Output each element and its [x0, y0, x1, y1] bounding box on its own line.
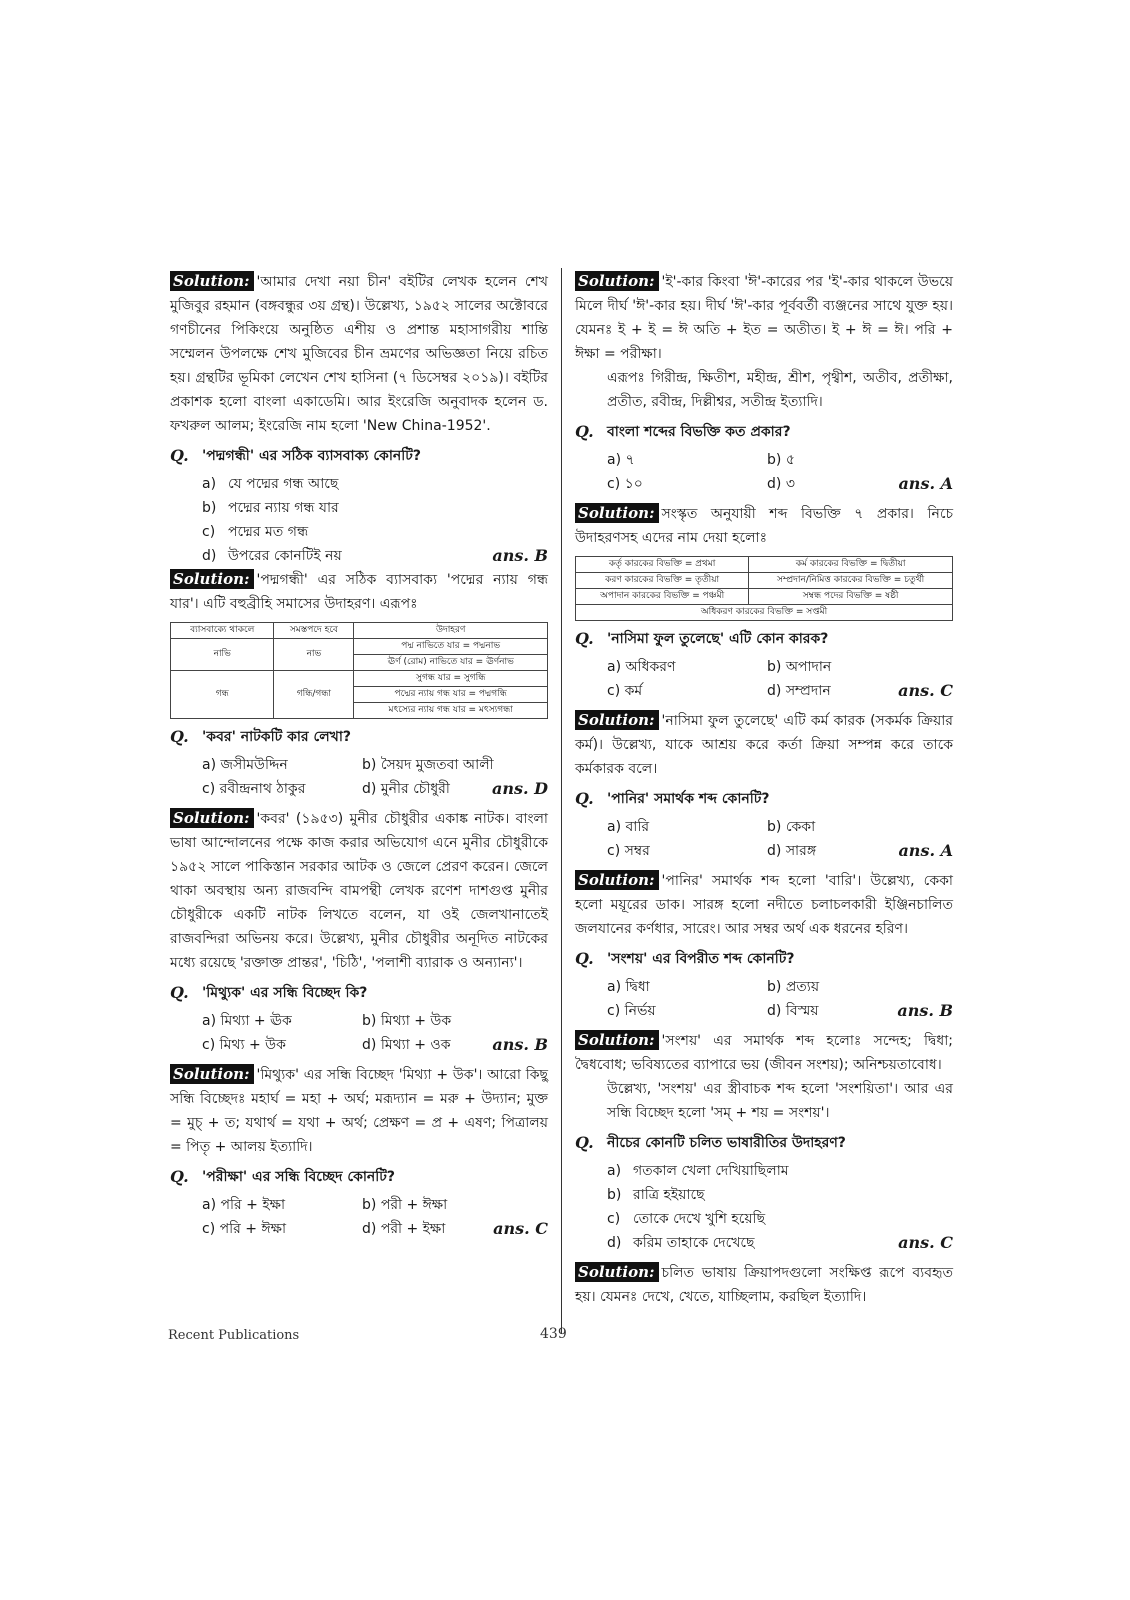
table-cell: অধিকরণ কারকের বিভক্তি = সপ্তমী: [576, 605, 953, 621]
question-text: 'পরীক্ষা' এর সন্ধি বিচ্ছেদ কোনটি?: [202, 1169, 396, 1185]
solution-label: Solution:: [575, 1262, 659, 1282]
solution-text: 'কবর' (১৯৫৩) মুনীর চৌধুরীর একাঙ্ক নাটক। বাংলা ভাষা আন্দোলনের পক্ষে কাজ করার অভিযোগ এনে মুনীর চৌধুরীকে ১৯৫২ সালে পাকিস্তান সরকার আটক ও জেলে প্রেরণ করেন। জেলে থাকা অবস্থায় অন্য রাজবন্দি বামপন্থী লেখক রণেশ দাশগুপ্ত মুনীর চৌধুরীকে একটি নাটক লিখতে বলেন, যা ওই জেলখানাতেই রাজবন্দিরা অভিনয় করে। উল্লেখ্য, মুনীর চৌধুরীর অনূদিত নাটকের মধ্যে রয়েছে 'রক্তাক্ত প্রান্তর', 'চিঠি', 'পলাশী ব্যারাক ও অন্যান্য'।: [170, 811, 548, 971]
solution-text: 'সংশয়' এর সমার্থক শব্দ হলোঃ সন্দেহ; দ্বিধা; দ্বৈধবোধ; ভবিষ্যতের ব্যাপারে ভয় (জীবন সংশয়); অনিশ্চয়তাবোধ।: [575, 1033, 953, 1073]
table-cell: করণ কারকের বিভক্তি = তৃতীয়া: [576, 573, 749, 589]
answer-key: ans. B: [897, 1001, 953, 1020]
solution-text: 'পদ্মগন্ধী' এর সঠিক ব্যাসবাক্য 'পদ্মের ন্যায় গন্ধ যার'। এটি বহুব্রীহি সমাসের উদাহরণ। এরূপঃ: [170, 572, 548, 612]
question-text: 'নাসিমা ফুল তুলেছে' এটি কোন কারক?: [607, 631, 829, 647]
publisher-name: Recent Publications: [168, 1328, 300, 1343]
option-c[interactable]: c) রবীন্দ্রনাথ ঠাকুর: [202, 781, 306, 797]
options-grid: [170, 1009, 548, 1057]
solution-text: 'পানির' সমার্থক শব্দ হলো 'বারি'। উল্লেখ্য, কেকা হলো ময়ূরের ডাক। সারঙ্গ হলো নদীতে চলাচলকারী ইঞ্জিনচালিত জলযানের কর্ণধার, সারেং। আর সম্বর অর্থ এক ধরনের হরিণ।: [575, 873, 953, 937]
solution-text: সংস্কৃত অনুযায়ী শব্দ বিভক্তি ৭ প্রকার। নিচে উদাহরণসহ এদের নাম দেয়া হলোঃ: [575, 506, 953, 546]
solution-text: চলিত ভাষায় ক্রিয়াপদগুলো সংক্ষিপ্ত রূপে ব্যবহৃত হয়। যেমনঃ দেখে, খেতে, যাচ্ছিলাম, করছিল ইত্যাদি।: [575, 1265, 953, 1305]
table-cell: গন্ধ: [171, 671, 274, 719]
bibhakti-table: [575, 556, 953, 621]
answer-key: ans. C: [493, 1219, 548, 1238]
solution-text: 'মিথ্যুক' এর সন্ধি বিচ্ছেদ 'মিথ্যা + উক'। আরো কিছু সন্ধি বিচ্ছেদঃ মহার্ঘ = মহা + অর্ঘ; মরূদ্যান = মরু + উদ্যান; মুক্ত = মুচ্ + ত; যথার্থ = যথা + অর্থ; প্রেক্ষণ = প্র + এষণ; পিত্রালয় = পিতৃ + আলয় ইত্যাদি।: [170, 1067, 548, 1155]
solution-block: [575, 869, 953, 941]
solution-block: [575, 502, 953, 550]
option-b[interactable]: b) প্রত্যয়: [767, 979, 820, 995]
table-cell: গন্ধি/গন্ধা: [274, 671, 354, 719]
solution-block: [170, 1063, 548, 1159]
option-a[interactable]: a) পরি + ইক্ষা: [202, 1197, 286, 1213]
solution-label: Solution:: [170, 271, 254, 291]
table-cell: অপাদান কারকের বিভক্তি = পঞ্চমী: [576, 589, 749, 605]
option-b[interactable]: b) অপাদান: [767, 659, 832, 675]
solution-text: 'ই'-কার কিংবা 'ঈ'-কারের পর 'ই'-কার থাকলে উভয়ে মিলে দীর্ঘ 'ঈ'-কার হয়। দীর্ঘ 'ঈ'-কার পূর্ববর্তী ব্যঞ্জনের সাথে যুক্ত হয়। যেমনঃ ই + ই = ঈ অতি + ইত = অতীত। ই + ঈ = ঈ। পরি + ঈক্ষা = পরীক্ষা।: [575, 274, 953, 362]
solution-label: Solution:: [575, 870, 659, 890]
option-a[interactable]: a) বারি: [607, 819, 650, 835]
solution-block: [170, 270, 548, 438]
question: Q. নীচের কোনটি চলিত ভাষারীতির উদাহরণ?: [575, 1133, 846, 1152]
answer-key: ans. D: [491, 779, 548, 798]
options-grid: [170, 753, 548, 801]
option-d[interactable]: d) মিথ্যা + ওক: [362, 1037, 451, 1053]
table-cell: সম্বন্ধ পদের বিভক্তি = ষষ্ঠী: [749, 589, 953, 605]
option-d[interactable]: d) উপরের কোনটিই নয় ans. B: [202, 544, 548, 568]
option-c[interactable]: c) কর্ম: [607, 683, 643, 699]
solution-text-continued: এরূপঃ গিরীন্দ্র, ক্ষিতীশ, মহীন্দ্র, শ্রীশ, পৃথ্বীশ, অতীব, প্রতীক্ষা, প্রতীত, রবীন্দ্র, দিল্লীশ্বর, সতীন্দ্র ইত্যাদি।: [607, 370, 953, 410]
answer-key: ans. B: [492, 1035, 548, 1054]
answer-key: ans. B: [492, 546, 548, 565]
table-header: ব্যাসবাক্যে থাকলে: [171, 623, 274, 639]
table-header: সমস্তপদে হবে: [274, 623, 354, 639]
option-a[interactable]: a) যে পদ্মের গন্ধ আছে: [202, 476, 339, 492]
option-b[interactable]: b) সৈয়দ মুজতবা আলী: [362, 757, 494, 773]
solution-text: 'নাসিমা ফুল তুলেছে' এটি কর্ম কারক (সকর্মক ক্রিয়ার কর্ম)। উল্লেখ্য, যাকে আশ্রয় করে কর্তা ক্রিয়া সম্পন্ন করে তাকে কর্মকারক বলে।: [575, 713, 953, 777]
samas-table: [170, 622, 548, 719]
column-divider: [561, 268, 562, 1334]
question-text: 'কবর' নাটকটি কার লেখা?: [202, 729, 351, 745]
option-d[interactable]: d) সম্প্রদান: [767, 683, 831, 699]
right-column: [575, 270, 953, 1315]
left-column: [170, 270, 548, 1241]
option-a[interactable]: a) দ্বিধা: [607, 979, 650, 995]
option-c[interactable]: c) পরি + ঈক্ষা: [202, 1221, 287, 1237]
options-grid: [170, 1193, 548, 1241]
table-cell: পদ্মের ন্যায় গন্ধ যার = পদ্মগন্ধি: [354, 687, 548, 703]
answer-key: ans. C: [898, 681, 953, 700]
option-a[interactable]: a) জসীমউদ্দিন: [202, 757, 288, 773]
question-text: নীচের কোনটি চলিত ভাষারীতির উদাহরণ?: [607, 1135, 846, 1151]
option-d[interactable]: d) ৩: [767, 476, 795, 492]
options-grid: [575, 975, 953, 1023]
solution-text-continued: উল্লেখ্য, 'সংশয়' এর স্ত্রীবাচক শব্দ হলো 'সংশয়িতা'। আর এর সন্ধি বিচ্ছেদ হলো 'সম্ + শয় = সংশয়'।: [607, 1081, 953, 1121]
question: Q. 'কবর' নাটকটি কার লেখা?: [170, 727, 351, 746]
solution-label: Solution:: [170, 1064, 254, 1084]
table-cell: নাভ: [274, 639, 354, 671]
question: Q. 'পানির' সমার্থক শব্দ কোনটি?: [575, 789, 770, 808]
option-b[interactable]: b) পরী + ঈক্ষা: [362, 1197, 448, 1213]
answer-key: ans. C: [898, 1233, 953, 1252]
option-a[interactable]: a) মিথ্যা + ঊক: [202, 1013, 292, 1029]
options-grid: [575, 448, 953, 496]
options-grid: [575, 815, 953, 863]
table-cell: পদ্ম নাভিতে যার = পদ্মনাভ: [354, 639, 548, 655]
question: Q. বাংলা শব্দের বিভক্তি কত প্রকার?: [575, 422, 791, 441]
solution-text: 'আমার দেখা নয়া চীন' বইটির লেখক হলেন শেখ মুজিবুর রহমান (বঙ্গবন্ধুর ৩য় গ্রন্থ)। উল্লেখ্য, ১৯৫২ সালের অক্টোবরে গণচীনের পিকিংয়ে অনুষ্ঠিত এশীয় ও প্রশান্ত মহাসাগরীয় শান্তি সম্মেলন উপলক্ষে শেখ মুজিবের চীন ভ্রমণের অভিজ্ঞতা নিয়ে রচিত হয়। গ্রন্থটির ভূমিকা লেখেন শেখ হাসিনা (৭ ডিসেম্বর ২০১৯)। বইটির প্রকাশক হলো বাংলা একাডেমি। আর ইংরেজি অনুবাদক হলেন ড. ফখরুল আলম; ইংরেজি নাম হলো 'New China-1952'.: [170, 274, 548, 434]
table-cell: কর্ম কারকের বিভক্তি = দ্বিতীয়া: [749, 557, 953, 573]
option-b[interactable]: b) ৫: [767, 452, 795, 468]
table-cell: সম্প্রদান/নিমিত্ত কারকের বিভক্তি = চতুর্থী: [749, 573, 953, 589]
answer-key: ans. A: [898, 474, 953, 493]
answer-key: ans. A: [898, 841, 953, 860]
option-d[interactable]: d) পরী + ইক্ষা: [362, 1221, 446, 1237]
question: Q. 'সংশয়' এর বিপরীত শব্দ কোনটি?: [575, 949, 795, 968]
page-number: 439: [540, 1326, 567, 1342]
solution-block: [575, 709, 953, 781]
question: Q. 'নাসিমা ফুল তুলেছে' এটি কোন কারক?: [575, 629, 829, 648]
option-c[interactable]: c) মিথ্য + উক: [202, 1037, 286, 1053]
solution-label: Solution:: [170, 569, 254, 589]
table-cell: কর্তৃ কারকের বিভক্তি = প্রথমা: [576, 557, 749, 573]
solution-block: [575, 270, 953, 414]
option-a[interactable]: a) গতকাল খেলা দেখিয়াছিলাম: [607, 1163, 789, 1179]
question-text: 'পানির' সমার্থক শব্দ কোনটি?: [607, 791, 770, 807]
option-b[interactable]: b) রাত্রি হইয়াছে: [607, 1187, 705, 1203]
options-grid: [575, 655, 953, 703]
option-b[interactable]: b) কেকা: [767, 819, 816, 835]
question-text: বাংলা শব্দের বিভক্তি কত প্রকার?: [607, 424, 791, 440]
solution-block: [170, 568, 548, 616]
option-a[interactable]: a) অধিকরণ: [607, 659, 676, 675]
option-a[interactable]: a) ৭: [607, 452, 635, 468]
option-d[interactable]: d) করিম তাহাকে দেখেছে ans. C: [607, 1231, 953, 1255]
options-list: [170, 472, 548, 568]
question-text: 'সংশয়' এর বিপরীত শব্দ কোনটি?: [607, 951, 795, 967]
table-header: উদাহরণ: [354, 623, 548, 639]
question: Q. 'পদ্মগন্ধী' এর সঠিক ব্যাসবাক্য কোনটি?: [170, 446, 421, 465]
solution-block: [575, 1261, 953, 1309]
option-d[interactable]: d) বিস্ময়: [767, 1003, 819, 1019]
option-d[interactable]: d) সারঙ্গ: [767, 843, 817, 859]
option-b[interactable]: b) পদ্মের ন্যায় গন্ধ যার: [202, 500, 339, 516]
option-d[interactable]: d) মুনীর চৌধুরী: [362, 781, 450, 797]
option-b[interactable]: b) মিথ্যা + উক: [362, 1013, 452, 1029]
option-c[interactable]: c) ১০: [607, 476, 643, 492]
solution-label: Solution:: [575, 503, 659, 523]
option-c[interactable]: c) সম্বর: [607, 843, 650, 859]
solution-label: Solution:: [170, 808, 254, 828]
option-c[interactable]: c) তোকে দেখে খুশি হয়েছি: [607, 1211, 766, 1227]
option-c[interactable]: c) পদ্মের মত গন্ধ: [202, 524, 309, 540]
solution-label: Solution:: [575, 1030, 659, 1050]
table-cell: ঊর্ণ (রোম) নাভিতে যার = ঊর্ণনাভ: [354, 655, 548, 671]
table-cell: নাভি: [171, 639, 274, 671]
solution-label: Solution:: [575, 271, 659, 291]
solution-block: [170, 807, 548, 975]
table-cell: মৎস্যের ন্যায় গন্ধ যার = মৎস্যগন্ধা: [354, 703, 548, 719]
options-list: [575, 1159, 953, 1255]
question-text: 'পদ্মগন্ধী' এর সঠিক ব্যাসবাক্য কোনটি?: [202, 448, 421, 464]
solution-block: [575, 1029, 953, 1125]
question: Q. 'পরীক্ষা' এর সন্ধি বিচ্ছেদ কোনটি?: [170, 1167, 396, 1186]
question: Q. 'মিথ্যুক' এর সন্ধি বিচ্ছেদ কি?: [170, 983, 368, 1002]
question-text: 'মিথ্যুক' এর সন্ধি বিচ্ছেদ কি?: [202, 985, 368, 1001]
table-cell: সুগন্ধ যার = সুগন্ধি: [354, 671, 548, 687]
option-c[interactable]: c) নির্ভয়: [607, 1003, 656, 1019]
solution-label: Solution:: [575, 710, 659, 730]
